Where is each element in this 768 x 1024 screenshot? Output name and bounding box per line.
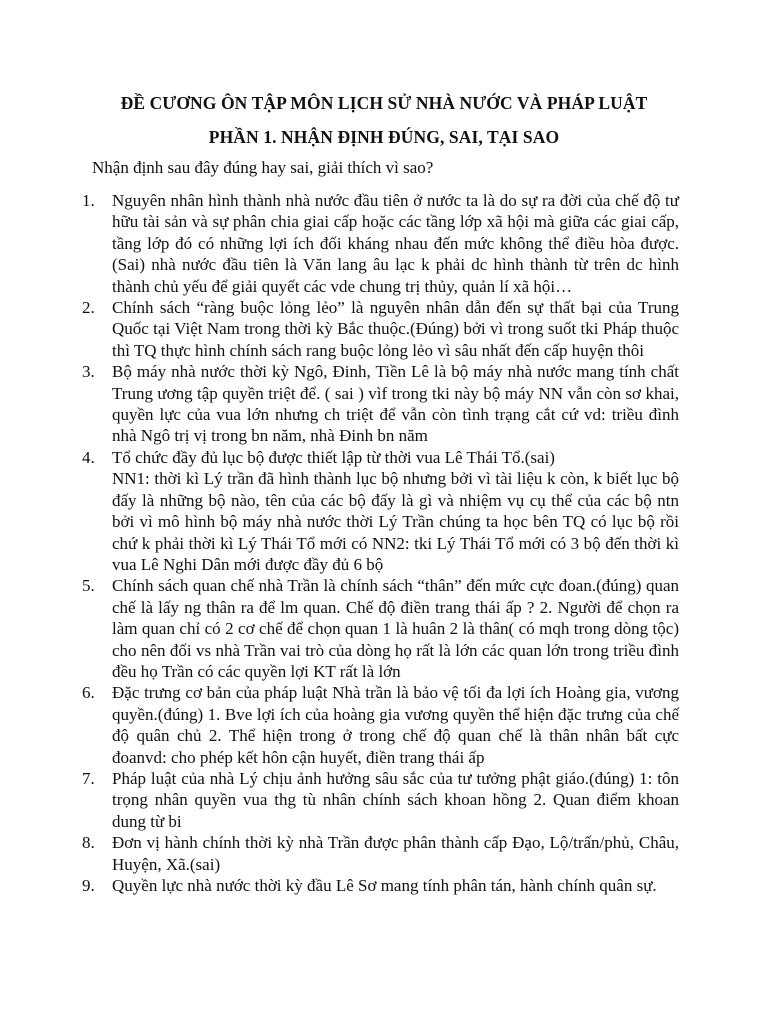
section-title: PHẦN 1. NHẬN ĐỊNH ĐÚNG, SAI, TẠI SAO (208, 127, 560, 147)
list-item-number: 5. (82, 576, 95, 596)
list-item (82, 768, 679, 832)
list-item-number: 1. (82, 191, 95, 210)
list-item (82, 832, 679, 875)
list-item-text: Pháp luật của nhà Lý chịu ảnh hưởng sâu sắc của tư tưởng phật giáo.(đúng) 1: tôn trọng nhân quyền vua thg tù nhân chính sách khoan hồng 2. Quan điểm khoan dung từ bi (112, 768, 679, 831)
list-item (82, 682, 679, 768)
list-item-text: Bộ máy nhà nước thời kỳ Ngô, Đinh, Tiền Lê là bộ máy nhà nước mang tính chất Trung ương tập quyền triệt để. ( sai ) vìf trong tki này bộ máy NN vẫn còn sơ khai, quyền lực của vua lớn nhưng ch triệt để vẫn còn tình trạng cắt cứ vd: triều đình nhà Ngô trị vị trong bn năm, nhà Đinh bn năm (112, 362, 679, 446)
list-item (82, 361, 679, 447)
list-item (82, 575, 679, 682)
statement-list (82, 190, 679, 896)
list-item-number: 4. (82, 447, 95, 467)
list-item-text: Nguyên nhân hình thành nhà nước đầu tiên ở nước ta là do sự ra đời của chế độ tư hữu tài sản và sự phân chia giai cấp hoặc các tầng lớp xã hội mà giữa các giai cấp, tầng lớp đó có những lợi ích đối kháng nhau đến mức không thể điều hòa được.(Sai) nhà nước đầu tiên là Văn lang âu lạc k phải dc hình thành từ trên dc hình thành chủ yếu để giải quyết các vde chung trị thủy, quản lí xã hội… (112, 191, 679, 296)
list-item-number: 7. (82, 768, 95, 788)
list-item-number: 3. (82, 362, 95, 382)
list-item-number: 2. (82, 298, 95, 318)
list-item-text: Đơn vị hành chính thời kỳ nhà Trần được phân thành cấp Đạo, Lộ/trấn/phủ, Châu, Huyện, Xã.(sai) (112, 833, 679, 874)
list-item (82, 875, 679, 896)
list-item (82, 297, 679, 361)
list-item-text: Chính sách quan chế nhà Trần là chính sách “thân” đến mức cực đoan.(đúng) quan chế là lấy ng thân ra để lm quan. Chế độ điền trang thái ấp ? 2. Người để chọn ra làm quan chỉ có 2 cơ chế để chọn quan 1 là huân 2 là thân( có mqh trong dòng tộc) cho nên đối vs nhà Trần vai trò của dòng họ rất là lớn các quan lớn trong triều đình đều họ Trần có các quyền lợi KT rất là lớn (112, 576, 679, 681)
list-item (82, 447, 679, 575)
list-item-text: Chính sách “ràng buộc lỏng lẻo” là nguyên nhân dẫn đến sự thất bại của Trung Quốc tại Việt Nam trong thời kỳ Bắc thuộc.(Đúng) bởi vì trong suốt tki Pháp thuộc thì TQ thực hình chính sách rang buộc lỏng lẻo vì sâu nhất đến cấp huyện thôi (112, 298, 679, 360)
list-item-text: Tổ chức đầy đủ lục bộ được thiết lập từ thời vua Lê Thái Tổ.(sai) NN1: thời kì Lý trần đã hình thành lục bộ nhưng bởi vì tài liệu k còn, k biết lục bộ đấy là những bộ nào, tên của các bộ đấy là gì và nhiệm vụ cụ thể của các bộ ntn bởi vì mô hình bộ máy nhà nước thời Lý Trần chúng ta học bên TQ có lục bộ rồi chứ k phải thời kì Lý Thái Tổ mới có NN2: tki Lý Thái Tổ mới có 3 bộ đến thời kì vua Lê Nghi Dân mới được đầy đủ 6 bộ (112, 447, 679, 574)
list-item-number: 6. (82, 683, 95, 703)
list-item-text: Quyền lực nhà nước thời kỳ đầu Lê Sơ mang tính phân tán, hành chính quân sự. (112, 876, 657, 895)
list-item-number: 9. (82, 876, 95, 895)
list-item (82, 190, 679, 297)
intro-text: Nhận định sau đây đúng hay sai, giải thích vì sao? (92, 158, 434, 177)
list-item-text: Đặc trưng cơ bản của pháp luật Nhà trần là bảo vệ tối đa lợi ích Hoàng gia, vương quyền.(đúng) 1. Bve lợi ích của hoàng gia vương quyền thể hiện đặc trưng của chế độ quân chủ 2. Thể hiện trong ở trong chế độ quan chế là thân nhân bất cực đoanvd: cho phép kết hôn cận huyết, điền trang thái ấp (112, 683, 679, 767)
list-item-number: 8. (82, 833, 95, 853)
document-title: ĐỀ CƯƠNG ÔN TẬP MÔN LỊCH SỬ NHÀ NƯỚC VÀ PHÁP LUẬT (120, 93, 648, 113)
